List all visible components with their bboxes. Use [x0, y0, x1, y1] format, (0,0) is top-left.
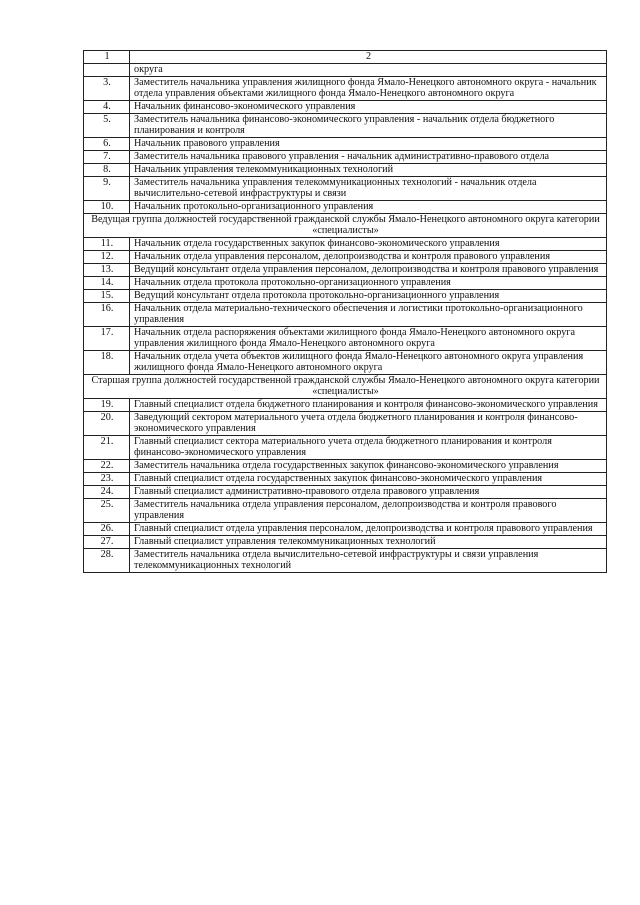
row-number: 28.: [84, 549, 130, 573]
position-title: Начальник управления телекоммуникационных технологий: [130, 164, 607, 177]
row-number: 26.: [84, 523, 130, 536]
position-title: округа: [130, 64, 607, 77]
table-row: [84, 164, 607, 177]
table-row: [84, 399, 607, 412]
row-number: 27.: [84, 536, 130, 549]
position-title: Начальник протокольно-организационного управления: [130, 201, 607, 214]
positions-table: [83, 50, 607, 573]
table-row: [84, 77, 607, 101]
table-row: [84, 264, 607, 277]
table-body: [84, 51, 607, 573]
position-title: Начальник отдела распоряжения объектами жилищного фонда Ямало-Ненецкого автономного округа управления жилищного фонда Ямало-Ненецкого автономного округа: [130, 327, 607, 351]
position-title: Главный специалист административно-правового отдела правового управления: [130, 486, 607, 499]
row-number: 23.: [84, 473, 130, 486]
group-heading-row: [84, 375, 607, 399]
position-title: Заместитель начальника отдела управления персоналом, делопроизводства и контроля правового управления: [130, 499, 607, 523]
position-title: Заместитель начальника управления жилищного фонда Ямало-Ненецкого автономного округа - начальник отдела управления объектами жилищного фонда Ямало-Ненецкого автономного округа: [130, 77, 607, 101]
group-heading-row: [84, 214, 607, 238]
table-row: [84, 151, 607, 164]
row-number: 4.: [84, 101, 130, 114]
row-number: 6.: [84, 138, 130, 151]
group-heading: Ведущая группа должностей государственной гражданской службы Ямало-Ненецкого автономного округа категории «специалисты»: [84, 214, 607, 238]
header-col-1: 1: [84, 51, 130, 64]
position-title: Заместитель начальника отдела государственных закупок финансово-экономического управления: [130, 460, 607, 473]
position-title: Начальник отдела учета объектов жилищного фонда Ямало-Ненецкого автономного округа управления жилищного фонда Ямало-Ненецкого автономного округа: [130, 351, 607, 375]
position-title: Начальник отдела материально-технического обеспечения и логистики протокольно-организационного управления: [130, 303, 607, 327]
position-title: Начальник отдела протокола протокольно-организационного управления: [130, 277, 607, 290]
position-title: Главный специалист отдела управления персоналом, делопроизводства и контроля правового управления: [130, 523, 607, 536]
position-title: Начальник отдела государственных закупок финансово-экономического управления: [130, 238, 607, 251]
row-number: 17.: [84, 327, 130, 351]
row-number: 11.: [84, 238, 130, 251]
row-number: 12.: [84, 251, 130, 264]
table-row: [84, 251, 607, 264]
table-row: [84, 486, 607, 499]
row-number: 16.: [84, 303, 130, 327]
position-title: Ведущий консультант отдела протокола протокольно-организационного управления: [130, 290, 607, 303]
header-col-2: 2: [130, 51, 607, 64]
table-row: [84, 101, 607, 114]
table-row: [84, 327, 607, 351]
position-title: Заместитель начальника правового управления - начальник административно-правового отдела: [130, 151, 607, 164]
row-number: 7.: [84, 151, 130, 164]
header-row: [84, 51, 607, 64]
table-row: [84, 64, 607, 77]
row-number: 19.: [84, 399, 130, 412]
position-title: Главный специалист отдела государственных закупок финансово-экономического управления: [130, 473, 607, 486]
table-row: [84, 436, 607, 460]
row-number: 18.: [84, 351, 130, 375]
row-number: 9.: [84, 177, 130, 201]
table-row: [84, 473, 607, 486]
position-title: Начальник отдела управления персоналом, делопроизводства и контроля правового управления: [130, 251, 607, 264]
row-number: 15.: [84, 290, 130, 303]
position-title: Заместитель начальника отдела вычислительно-сетевой инфраструктуры и связи управления телекоммуникационных технологий: [130, 549, 607, 573]
position-title: Ведущий консультант отдела управления персоналом, делопроизводства и контроля правового управления: [130, 264, 607, 277]
row-number: 21.: [84, 436, 130, 460]
row-number: 14.: [84, 277, 130, 290]
position-title: Главный специалист сектора материального учета отдела бюджетного планирования и контроля финансово-экономического управления: [130, 436, 607, 460]
table-row: [84, 523, 607, 536]
table-row: [84, 303, 607, 327]
row-number: 20.: [84, 412, 130, 436]
table-row: [84, 277, 607, 290]
row-number: 10.: [84, 201, 130, 214]
table-row: [84, 201, 607, 214]
row-number: 5.: [84, 114, 130, 138]
table-row: [84, 238, 607, 251]
table-row: [84, 536, 607, 549]
position-title: Начальник правового управления: [130, 138, 607, 151]
row-number: 13.: [84, 264, 130, 277]
position-title: Главный специалист управления телекоммуникационных технологий: [130, 536, 607, 549]
position-title: Заместитель начальника финансово-экономического управления - начальник отдела бюджетного планирования и контроля: [130, 114, 607, 138]
position-title: Главный специалист отдела бюджетного планирования и контроля финансово-экономического управления: [130, 399, 607, 412]
table-row: [84, 549, 607, 573]
row-number: 25.: [84, 499, 130, 523]
position-title: Начальник финансово-экономического управления: [130, 101, 607, 114]
row-number: 8.: [84, 164, 130, 177]
row-number: 24.: [84, 486, 130, 499]
table-row: [84, 290, 607, 303]
position-title: Заместитель начальника управления телекоммуникационных технологий - начальник отдела вычислительно-сетевой инфраструктуры и связи: [130, 177, 607, 201]
table-row: [84, 177, 607, 201]
table-row: [84, 499, 607, 523]
group-heading: Старшая группа должностей государственной гражданской службы Ямало-Ненецкого автономного округа категории «специалисты»: [84, 375, 607, 399]
position-title: Заведующий сектором материального учета отдела бюджетного планирования и контроля финансово-экономического управления: [130, 412, 607, 436]
row-number: [84, 64, 130, 77]
row-number: 22.: [84, 460, 130, 473]
table-row: [84, 412, 607, 436]
table-row: [84, 460, 607, 473]
table-row: [84, 351, 607, 375]
table-row: [84, 114, 607, 138]
table-row: [84, 138, 607, 151]
row-number: 3.: [84, 77, 130, 101]
